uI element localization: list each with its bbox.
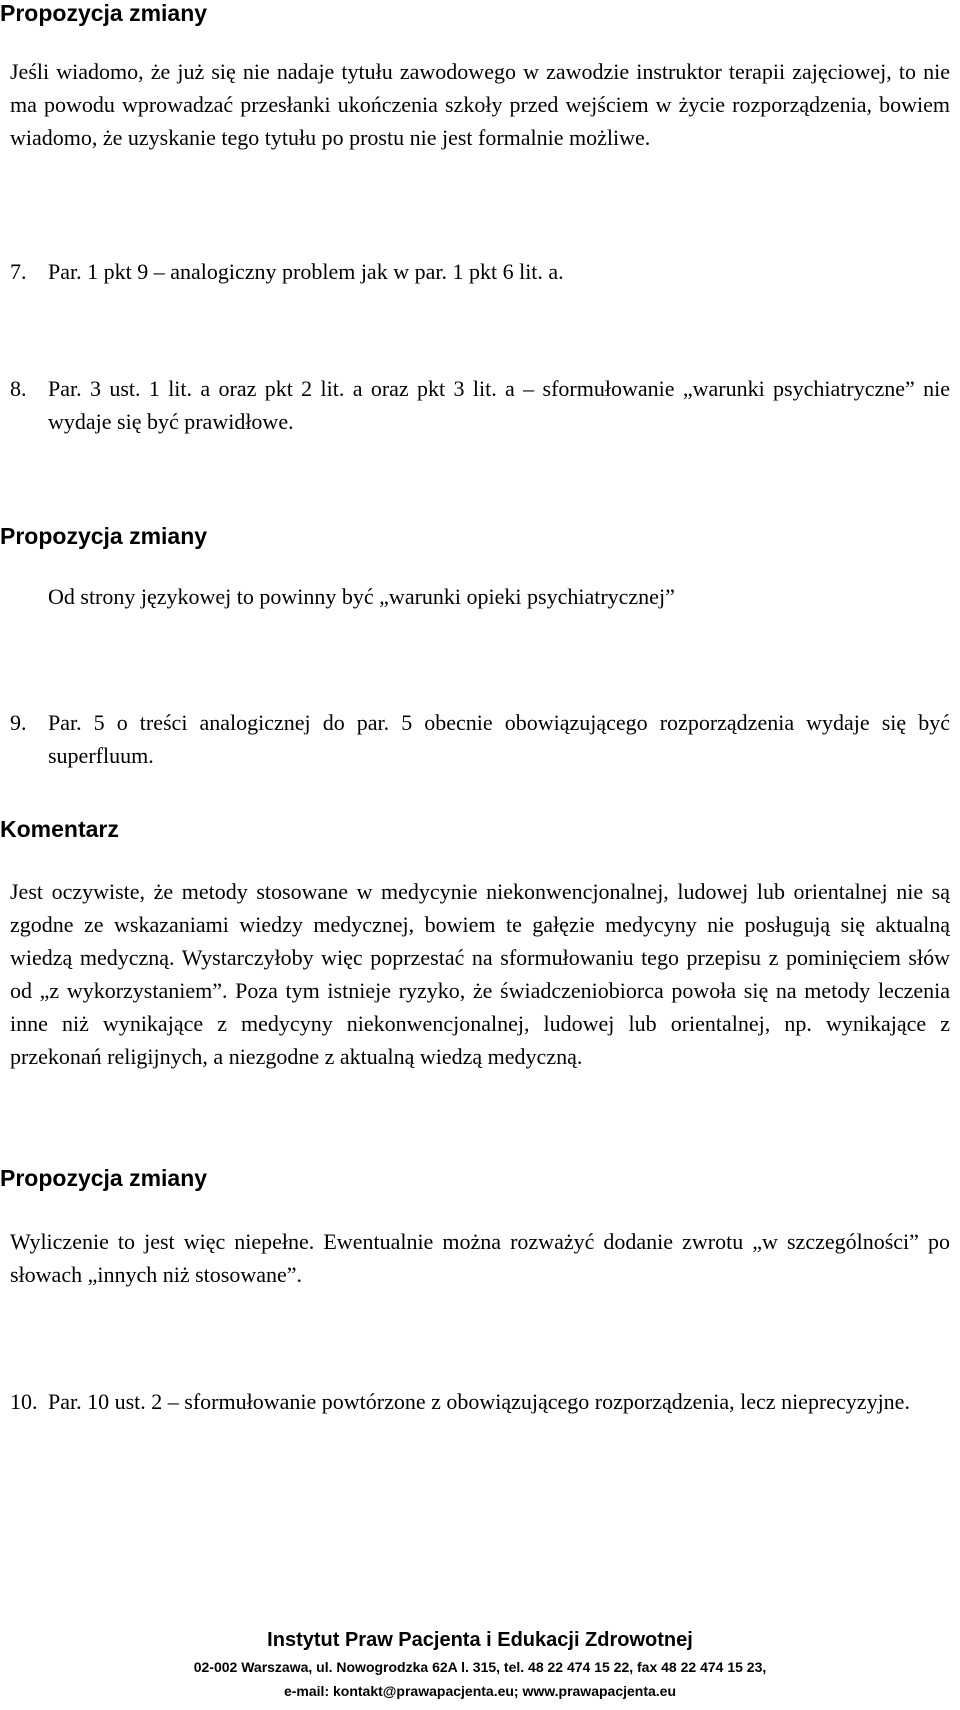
section-heading-proposal-2: Propozycja zmiany <box>0 523 208 549</box>
section-heading-comment: Komentarz <box>0 816 119 842</box>
paragraph-wyliczenie: Wyliczenie to jest więc niepełne. Ewentualnie można rozważyć dodanie zwrotu „w szczególności” po słowach „innych niż stosowane”. <box>10 1229 950 1287</box>
paragraph-medycyna-niekonwencjonalna: Jest oczywiste, że metody stosowane w medycynie niekonwencjonalnej, ludowej lub orientalnej nie są zgodne ze wskazaniami wiedzy medycznej, bowiem te gałęzie medycyny nie posługują się aktualną wiedzą medyczną. Wystarczyłoby więc poprzestać na sformułowaniu tego przepisu z pominięciem słów od „z wykorzystaniem”. Poza tym istnieje ryzyko, że świadczeniobiorca powoła się na metody leczenia inne niż wynikające z medycyny niekonwencjonalnej, ludowej lub orientalnej, np. wynikające z przekonań religijnych, a niezgodne z aktualną wiedzą medyczną. <box>10 879 950 1069</box>
section-heading-proposal-3: Propozycja zmiany <box>0 1165 208 1191</box>
footer-contact: e-mail: kontakt@prawapacjenta.eu; www.prawapacjenta.eu <box>283 1683 677 1699</box>
list-item-text: Par. 10 ust. 2 – sformułowanie powtórzone z obowiązującego rozporządzenia, lecz nieprecyzyjne. <box>48 1389 910 1414</box>
list-item-number: 8. <box>10 376 27 401</box>
paragraph-terapia-zajeciowa: Jeśli wiadomo, że już się nie nadaje tytułu zawodowego w zawodzie instruktor terapii zajęciowej, to nie ma powodu wprowadzać przesłanki ukończenia szkoły przed wejściem w życie rozporządzenia, bowiem wiadomo, że uzyskanie tego tytułu po prostu nie jest formalnie możliwe. <box>10 59 950 150</box>
list-item-text: Par. 3 ust. 1 lit. a oraz pkt 2 lit. a oraz pkt 3 lit. a – sformułowanie „warunki psychiatryczne” nie wydaje się być prawidłowe. <box>48 376 950 434</box>
list-item-7 <box>10 255 564 288</box>
section-heading-proposal-1: Propozycja zmiany <box>0 0 208 26</box>
list-item-text: Par. 5 o treści analogicznej do par. 5 obecnie obowiązującego rozporządzenia wydaje się być superfluum. <box>48 710 950 768</box>
footer-address: 02-002 Warszawa, ul. Nowogrodzka 62A l. 315, tel. 48 22 474 15 22, fax 48 22 474 15 23, <box>193 1659 767 1675</box>
paragraph-warunki-opieki: Od strony językowej to powinny być „warunki opieki psychiatrycznej” <box>48 584 675 609</box>
list-item-text: Par. 1 pkt 9 – analogiczny problem jak w par. 1 pkt 6 lit. a. <box>48 259 564 284</box>
list-item-number: 7. <box>10 259 27 284</box>
list-item-number: 10. <box>10 1389 38 1414</box>
footer-organization-name: Instytut Praw Pacjenta i Edukacji Zdrowotnej <box>267 1629 693 1651</box>
list-item-number: 9. <box>10 710 27 735</box>
